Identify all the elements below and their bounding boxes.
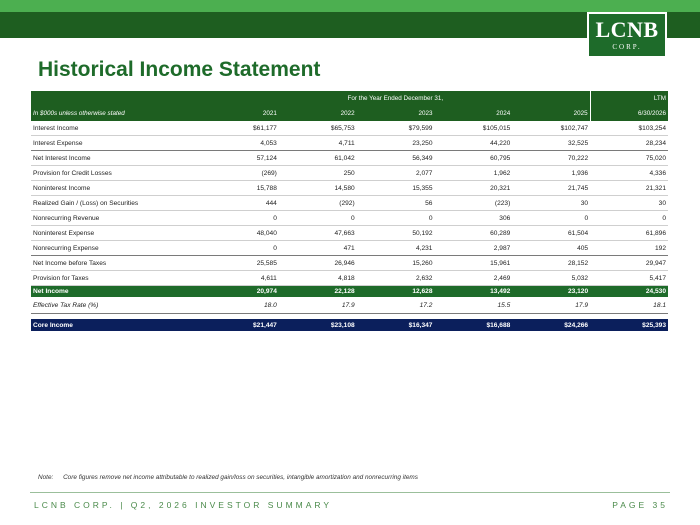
page-number: PAGE 35 xyxy=(612,500,668,510)
row-value: (223) xyxy=(434,196,512,211)
row-value: 1,962 xyxy=(434,166,512,181)
year-header: 2022 xyxy=(279,106,357,121)
row-value: 2,632 xyxy=(357,271,435,286)
tax-rate-row xyxy=(31,297,668,314)
row-label: Net Income xyxy=(31,286,201,298)
period-group-header: For the Year Ended December 31, xyxy=(201,91,590,106)
row-value: (292) xyxy=(279,196,357,211)
row-label: Interest Income xyxy=(31,121,201,136)
row-value: 28,152 xyxy=(512,256,590,271)
row-value: $16,347 xyxy=(357,319,435,331)
year-header: 6/30/2026 xyxy=(590,106,668,121)
row-value: 15.5 xyxy=(434,297,512,314)
row-value: 61,504 xyxy=(512,226,590,241)
row-value: 4,231 xyxy=(357,241,435,256)
row-label: Effective Tax Rate (%) xyxy=(31,297,201,314)
row-value: 0 xyxy=(357,211,435,226)
row-label: Net Income before Taxes xyxy=(31,256,201,271)
row-value: 13,492 xyxy=(434,286,512,298)
row-value: 22,128 xyxy=(279,286,357,298)
income-statement-table xyxy=(31,91,668,331)
top-accent-bar xyxy=(0,0,700,12)
row-value: 20,974 xyxy=(201,286,279,298)
table-row xyxy=(31,136,668,151)
row-value: 61,896 xyxy=(590,226,668,241)
row-value: $61,177 xyxy=(201,121,279,136)
row-value: $102,747 xyxy=(512,121,590,136)
row-value: 21,321 xyxy=(590,181,668,196)
footnote xyxy=(38,474,418,481)
row-value: 15,355 xyxy=(357,181,435,196)
row-value: 4,053 xyxy=(201,136,279,151)
row-label: Nonrecurring Revenue xyxy=(31,211,201,226)
row-value: 18.1 xyxy=(590,297,668,314)
table-row xyxy=(31,271,668,286)
row-value: 405 xyxy=(512,241,590,256)
footer-left-text: LCNB CORP. | Q2, 2026 INVESTOR SUMMARY xyxy=(34,500,333,510)
row-value: 60,795 xyxy=(434,151,512,166)
row-value: 70,222 xyxy=(512,151,590,166)
row-value: 17.9 xyxy=(279,297,357,314)
row-value: $25,393 xyxy=(590,319,668,331)
row-value: 0 xyxy=(279,211,357,226)
row-value: 12,628 xyxy=(357,286,435,298)
table-row xyxy=(31,241,668,256)
logo-subtext: CORP. xyxy=(612,43,642,51)
row-value: 4,611 xyxy=(201,271,279,286)
row-value: 24,530 xyxy=(590,286,668,298)
row-value: 30 xyxy=(512,196,590,211)
row-value: 0 xyxy=(201,211,279,226)
core-income-row xyxy=(31,319,668,331)
table-row xyxy=(31,121,668,136)
footnote-key: Note: xyxy=(38,474,54,481)
row-value: 5,417 xyxy=(590,271,668,286)
row-label: Noninterest Income xyxy=(31,181,201,196)
row-value: 471 xyxy=(279,241,357,256)
row-value: 250 xyxy=(279,166,357,181)
row-value: 47,663 xyxy=(279,226,357,241)
units-label: In $000s unless otherwise stated xyxy=(31,106,201,121)
row-value: 20,321 xyxy=(434,181,512,196)
company-logo xyxy=(587,12,667,58)
row-value: $24,266 xyxy=(512,319,590,331)
row-value: 5,032 xyxy=(512,271,590,286)
row-value: 4,818 xyxy=(279,271,357,286)
table-row xyxy=(31,181,668,196)
row-value: 75,020 xyxy=(590,151,668,166)
row-value: 23,250 xyxy=(357,136,435,151)
row-value: 56,349 xyxy=(357,151,435,166)
row-value: 4,336 xyxy=(590,166,668,181)
row-value: 56 xyxy=(357,196,435,211)
row-value: 192 xyxy=(590,241,668,256)
row-value: 0 xyxy=(201,241,279,256)
row-value: 14,580 xyxy=(279,181,357,196)
table-year-header-row xyxy=(31,106,668,121)
year-header: 2024 xyxy=(434,106,512,121)
row-value: 306 xyxy=(434,211,512,226)
row-value: 26,946 xyxy=(279,256,357,271)
row-value: 60,289 xyxy=(434,226,512,241)
row-label: Noninterest Expense xyxy=(31,226,201,241)
row-value: $105,015 xyxy=(434,121,512,136)
table-row xyxy=(31,226,668,241)
footnote-text: Core figures remove net income attributable to realized gain/loss on securities, intangible amortization and nonrecurring items xyxy=(63,474,418,481)
row-value: (269) xyxy=(201,166,279,181)
row-value: 61,042 xyxy=(279,151,357,166)
row-label: Core Income xyxy=(31,319,201,331)
row-value: 4,711 xyxy=(279,136,357,151)
row-label: Provision for Credit Losses xyxy=(31,166,201,181)
row-value: 0 xyxy=(590,211,668,226)
row-label: Net Interest Income xyxy=(31,151,201,166)
row-value: $16,688 xyxy=(434,319,512,331)
row-value: 2,077 xyxy=(357,166,435,181)
table-row xyxy=(31,256,668,271)
row-value: 57,124 xyxy=(201,151,279,166)
row-value: 23,120 xyxy=(512,286,590,298)
row-value: 17.9 xyxy=(512,297,590,314)
logo-text: LCNB xyxy=(595,17,659,42)
year-header: 2025 xyxy=(512,106,590,121)
row-value: $103,254 xyxy=(590,121,668,136)
footer-divider xyxy=(30,492,670,493)
ltm-header: LTM xyxy=(590,91,668,106)
table-row xyxy=(31,151,668,166)
year-header: 2023 xyxy=(357,106,435,121)
row-value: 1,936 xyxy=(512,166,590,181)
row-value: $21,447 xyxy=(201,319,279,331)
row-value: 30 xyxy=(590,196,668,211)
year-header: 2021 xyxy=(201,106,279,121)
row-value: 15,788 xyxy=(201,181,279,196)
row-label: Provision for Taxes xyxy=(31,271,201,286)
table-row xyxy=(31,211,668,226)
row-value: 50,192 xyxy=(357,226,435,241)
net-income-row xyxy=(31,286,668,298)
table-group-header-row xyxy=(31,91,668,106)
row-value: 0 xyxy=(512,211,590,226)
row-value: $79,599 xyxy=(357,121,435,136)
row-value: $65,753 xyxy=(279,121,357,136)
table-row xyxy=(31,166,668,181)
row-value: 18.0 xyxy=(201,297,279,314)
table-row xyxy=(31,196,668,211)
row-value: 29,947 xyxy=(590,256,668,271)
row-label: Interest Expense xyxy=(31,136,201,151)
row-value: 17.2 xyxy=(357,297,435,314)
row-value: 21,745 xyxy=(512,181,590,196)
row-value: 444 xyxy=(201,196,279,211)
row-value: 15,260 xyxy=(357,256,435,271)
row-value: 44,220 xyxy=(434,136,512,151)
row-label: Realized Gain / (Loss) on Securities xyxy=(31,196,201,211)
row-value: 25,585 xyxy=(201,256,279,271)
row-value: 2,987 xyxy=(434,241,512,256)
row-value: 15,961 xyxy=(434,256,512,271)
row-value: 2,469 xyxy=(434,271,512,286)
row-value: 48,040 xyxy=(201,226,279,241)
row-value: 32,525 xyxy=(512,136,590,151)
page-title: Historical Income Statement xyxy=(38,58,321,81)
row-label: Nonrecurring Expense xyxy=(31,241,201,256)
row-value: $23,108 xyxy=(279,319,357,331)
row-value: 28,234 xyxy=(590,136,668,151)
